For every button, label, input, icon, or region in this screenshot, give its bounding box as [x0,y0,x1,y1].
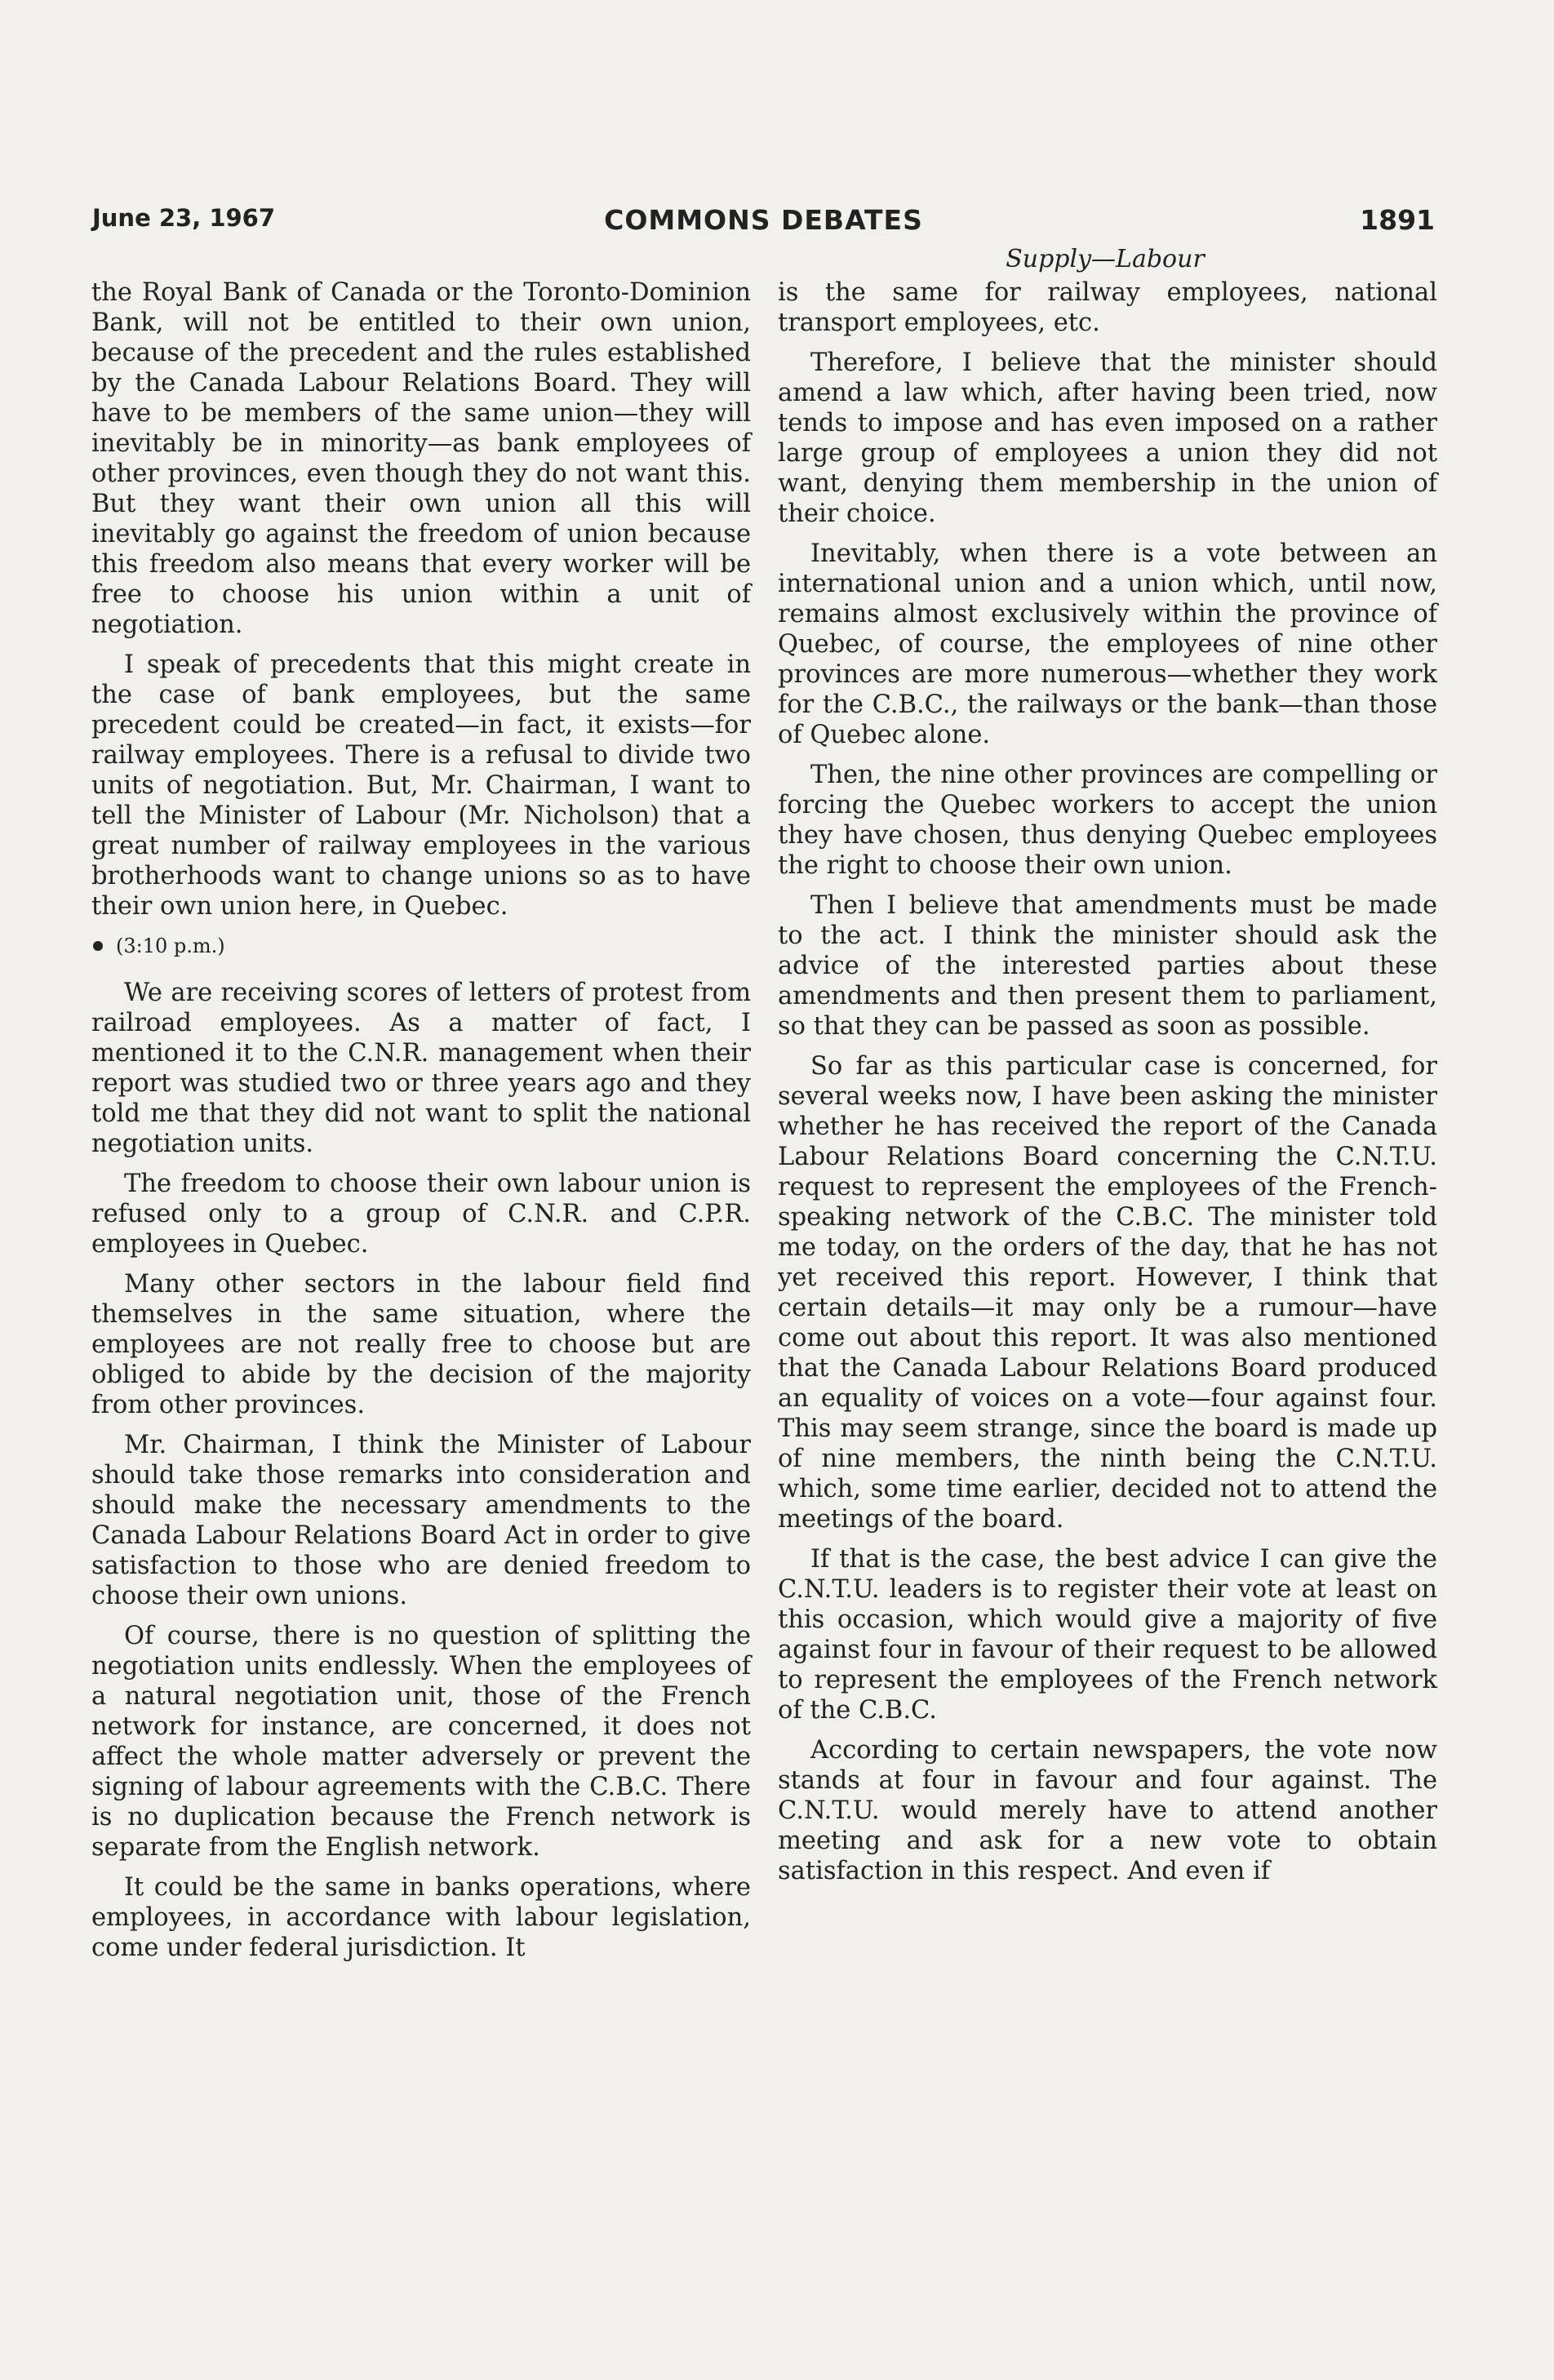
header-date: June 23, 1967 [92,204,276,232]
paragraph: Of course, there is no question of splitting the negotiation units endlessly. When the employees of a natural negotiation unit, those of the French network for instance, are concerned, it does not affect the whole matter adversely or prevent the signing of labour agreements with the C.B.C. There is no duplication because the French network is separate from the English network. [91,1622,751,1862]
paragraph: We are receiving scores of letters of protest from railroad employees. As a matter of fact, I mentioned it to the C.N.R. management when their report was studied two or three years ago and they told me that they did not want to split the national negotiation units. [91,979,751,1158]
paragraph: So far as this particular case is concerned, for several weeks now, I have been asking the minister whether he has received the report of the Canada Labour Relations Board concerning the C.N.T.U. request to represent the employees of the French-speaking network of the C.B.C. The minister told me today, on the orders of the day, that he has not yet received this report. However, I think that certain details—it may only be a rumour—have come out about this report. It was also mentioned that the Canada Labour Relations Board produced an equality of voices on a vote—four against four. This may seem strange, since the board is made up of nine members, the ninth being the C.N.T.U. which, some time earlier, decided not to attend the meetings of the board. [778,1052,1437,1534]
bullet-icon [93,941,103,951]
right-column [778,278,1437,1896]
paragraph: Inevitably, when there is a vote between an international union and a union which, until now, remains almost exclusively within the province of Quebec, of course, the employees of nine other provinces are more numerous—whether they work for the C.B.C., the railways or the bank—than those of Quebec alone. [778,539,1437,749]
paragraph: the Royal Bank of Canada or the Toronto-Dominion Bank, will not be entitled to their own union, because of the precedent and the rules established by the Canada Labour Relations Board. They will have to be members of the same union—they will inevitably be in minority—as bank employees of other provinces, even though they do not want this. But they want their own union all this will inevitably go against the freedom of union because this freedom also means that every worker will be free to choose his union within a unit of negotiation. [91,278,751,639]
paragraph: If that is the case, the best advice I can give the C.N.T.U. leaders is to register their vote at least on this occasion, which would give a majority of five against four in favour of their request to be allowed to represent the employees of the French network of the C.B.C. [778,1545,1437,1725]
paragraph: is the same for railway employees, national transport employees, etc. [778,278,1437,337]
page-number: 1891 [1360,204,1435,236]
paragraph: Then I believe that amendments must be made to the act. I think the minister should ask the advice of the interested parties about these amendments and then present them to parliament, so that they can be passed as soon as possible. [778,891,1437,1041]
time-note-text: (3:10 p.m.) [116,935,225,957]
header-title: COMMONS DEBATES [604,204,923,236]
paragraph: Then, the nine other provinces are compelling or forcing the Quebec workers to accept the union they have chosen, thus denying Quebec employees the right to choose their own union. [778,761,1437,880]
paragraph: Therefore, I believe that the minister should amend a law which, after having been tried, now tends to impose and has even imposed on a rather large group of employees a union they did not want, denying them membership in the union of their choice. [778,349,1437,528]
left-column [91,278,751,1973]
paragraph: According to certain newspapers, the vote now stands at four in favour and four against. The C.N.T.U. would merely have to attend another meeting and ask for a new vote to obtain satisfaction in this respect. And even if [778,1736,1437,1885]
paragraph: It could be the same in banks operations, where employees, in accordance with labour legislation, come under federal jurisdiction. It [91,1873,751,1962]
paragraph: I speak of precedents that this might create in the case of bank employees, but the same precedent could be created—in fact, it exists—for railway employees. There is a refusal to divide two units of negotiation. But, Mr. Chairman, I want to tell the Minister of Labour (Mr. Nicholson) that a great number of railway employees in the various brotherhoods want to change unions so as to have their own union here, in Quebec. [91,651,751,921]
time-note [91,931,751,961]
paragraph: The freedom to choose their own labour union is refused only to a group of C.N.R. and C.P.R. employees in Quebec. [91,1170,751,1259]
paragraph: Mr. Chairman, I think the Minister of Labour should take those remarks into consideration and should make the necessary amendments to the Canada Labour Relations Board Act in order to give satisfaction to those who are denied freedom to choose their own unions. [91,1431,751,1610]
paragraph: Many other sectors in the labour field find themselves in the same situation, where the employees are not really free to choose but are obliged to abide by the decision of the majority from other provinces. [91,1270,751,1419]
section-title: Supply—Labour [1006,245,1205,273]
